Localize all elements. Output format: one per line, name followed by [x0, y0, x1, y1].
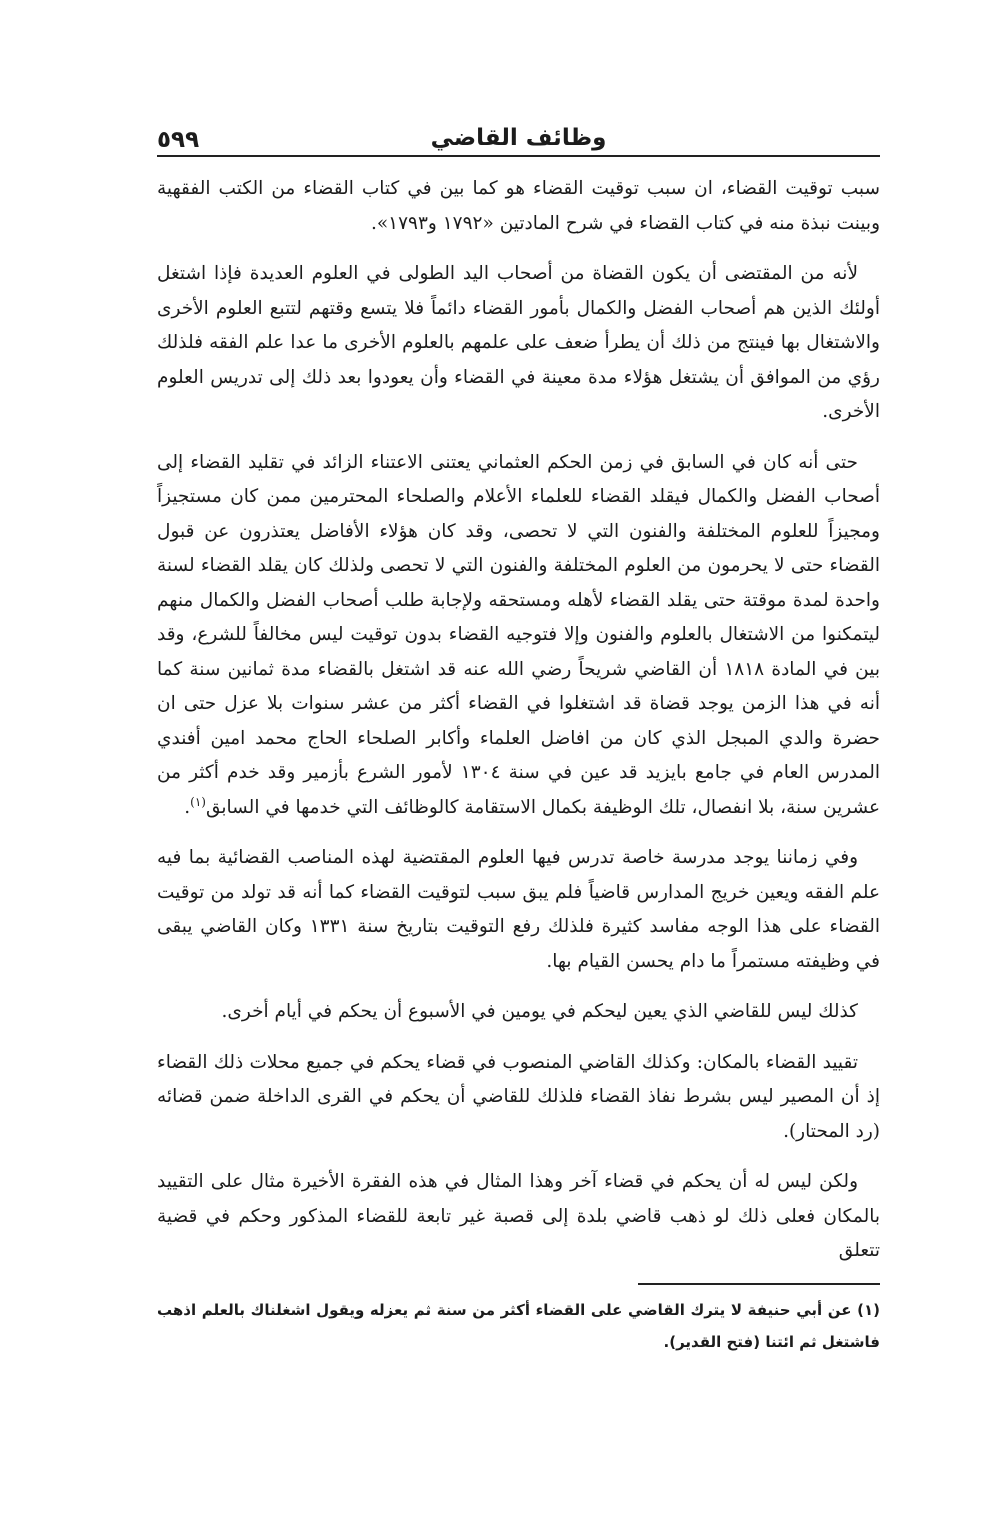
running-title: وظائف القاضي — [430, 125, 607, 151]
paragraph-4: وفي زماننا يوجد مدرسة خاصة تدرس فيها العلوم المقتضية لهذه المناصب القضائية بما فيه علم الفقه ويعين خريج المدارس قاضياً فلم يبق سبب لتوقيت القضاء كما أنه قد تولد من توقيت القضاء على هذا الوجه مفاسد كثيرة فلذلك رفع التوقيت بتاريخ سنة ١٣٣١ وكان القاضي يبقى في وظيفته مستمراً ما دام يحسن القيام بها. — [157, 847, 881, 972]
footnote-divider — [638, 1283, 880, 1285]
footnote-reference[interactable]: (١) — [190, 794, 206, 809]
paragraph-6: تقييد القضاء بالمكان: وكذلك القاضي المنصوب في قضاء يحكم في جميع محلات ذلك القضاء إذ أن المصير ليس بشرط نفاذ القضاء فلذلك للقاضي أن يحكم في القرى الداخلة ضمن قضائه (رد المحتار). — [157, 1051, 880, 1142]
paragraph-3-text: حتى أنه كان في السابق في زمن الحكم العثماني يعتنى الاعتناء الزائد في تقليد القضاء إلى أصحاب الفضل والكمال فيقلد القضاء للعلماء الأعلام والصلحاء المحترمين ممن كان مستجيزاً ومجيزاً للعلوم المختلفة والفنون التي لا تحصى، وقد كان هؤلاء الأفاضل يعتذرون عن قبول القضاء حتى لا يحرمون من العلوم المختلفة والفنون التي لا تحصى ولذلك كان يقلد القضاء لسنة واحدة لمدة موقتة حتى يقلد القضاء لأهله ومستحقه ولإجابة طلب أصحاب الفضل والكمال منهم ليتمكنوا من الاشتغال بالعلوم والفنون وإلا فتوجيه القضاء بدون توقيت ليس مخالفاً للشرع، وقد بين في المادة ١٨١٨ أن القاضي شريحاً رضي الله عنه قد اشتغل بالقضاء مدة ثمانين سنة كما أنه في هذا الزمن يوجد قضاة قد اشتغلوا في القضاء أكثر من عشر سنوات بلا عزل حتى ان حضرة والدي المبجل الذي كان من افاضل العلماء وأكابر الصلحاء الحاج محمد امين أفندي المدرس العام في جامع بايزيد قد عين في سنة ١٣٠٤ لأمور الشرع بأزمير وقد خدم أكثر من عشرين سنة، بلا انفصال، تلك الوظيفة بكمال الاستقامة كالوظائف التي خدمها في السابق — [157, 451, 880, 818]
paragraph-3 — [157, 446, 880, 826]
paragraph-2: لأنه من المقتضى أن يكون القضاة من أصحاب اليد الطولى في العلوم العديدة فإذا اشتغل أولئك الذين هم أصحاب الفضل والكمال بأمور القضاء دائماً فلا يتسع وقتهم لتتبع العلوم الأخرى والاشتغال بها فينتج من ذلك أن يطرأ ضعف على علمهم بالعلوم الأخرى ما عدا علم الفقه فلذلك رؤي من الموافق أن يشتغل هؤلاء مدة معينة في القضاء وأن يعودوا بعد ذلك إلى تدريس العلوم الأخرى. — [157, 263, 880, 422]
page-header — [157, 123, 880, 157]
page-number: ٥٩٩ — [157, 127, 200, 153]
body-text — [157, 172, 880, 1285]
paragraph-1: سبب توقيت القضاء، ان سبب توقيت القضاء هو كما بين في كتاب القضاء من الكتب الفقهية وبينت نبذة منه في كتاب القضاء في شرح المادتين «١٧٩٢ و١٧٩٣». — [157, 178, 880, 234]
paragraph-3-end: . — [184, 796, 191, 818]
footnote: (١) عن أبي حنيفة لا يترك القاضي على القضاء أكثر من سنة ثم يعزله ويقول اشغلناك بالعلم اذهب فاشتغل ثم ائتنا (فتح القدير). — [157, 1301, 880, 1351]
paragraph-7: ولكن ليس له أن يحكم في قضاء آخر وهذا المثال في هذه الفقرة الأخيرة مثال على التقييد بالمكان فعلى ذلك لو ذهب قاضي بلدة إلى قصبة غير تابعة للقضاء المذكور وحكم في قضية تتعلق — [157, 1171, 880, 1261]
paragraph-5: كذلك ليس للقاضي الذي يعين ليحكم في يومين في الأسبوع أن يحكم في أيام أخرى. — [221, 1001, 858, 1022]
